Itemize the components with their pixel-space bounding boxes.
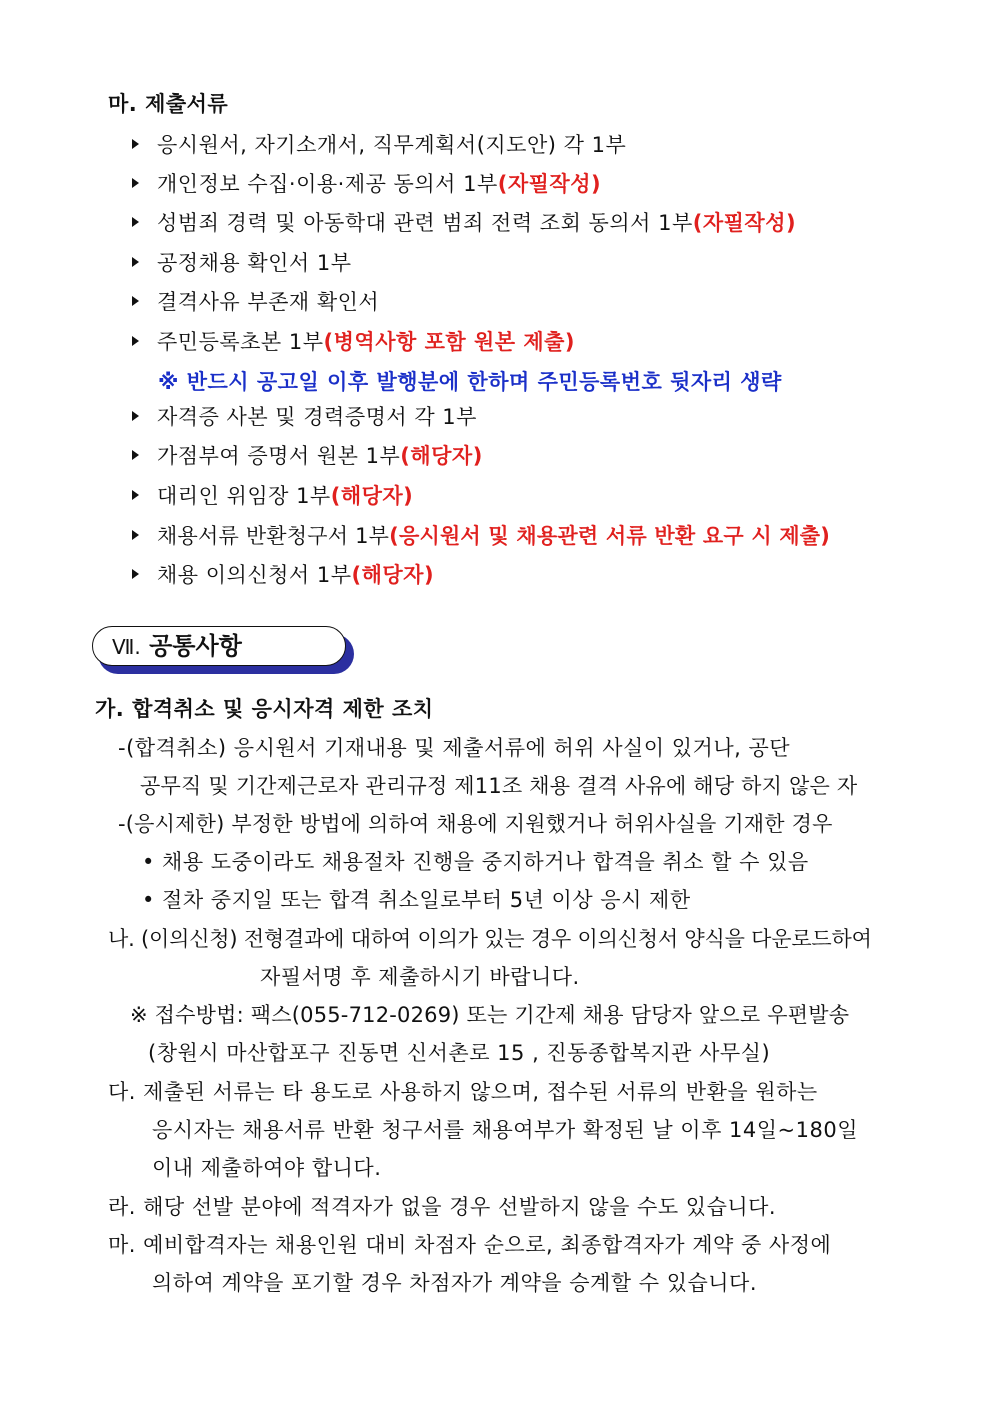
- resident-note: ※ 반드시 공고일 이후 발행분에 한하며 주민등록번호 뒷자리 생략: [158, 370, 782, 394]
- triangle-bullet-icon: [132, 569, 139, 579]
- common-a-heading: 가. 합격취소 및 응시자격 제한 조치: [95, 697, 434, 721]
- common-a-line2: 공무직 및 기간제근로자 관리규정 제11조 채용 결격 사유에 해당 하지 않은 자: [140, 774, 858, 798]
- common-a-bullet2: • 절차 중지일 또는 합격 취소일로부터 5년 이상 응시 제한: [142, 888, 691, 912]
- triangle-bullet-icon: [132, 178, 139, 188]
- common-d-line1: 라. 해당 선발 분야에 적격자가 없을 경우 선발하지 않을 수도 있습니다.: [108, 1195, 777, 1219]
- common-a-bullet1: • 채용 도중이라도 채용절차 진행을 중지하거나 합격을 취소 할 수 있음: [142, 850, 809, 874]
- common-b-line1: 나. (이의신청) 전형결과에 대하여 이의가 있는 경우 이의신청서 양식을 다운로드하여: [108, 927, 872, 951]
- triangle-bullet-icon: [132, 296, 139, 306]
- common-c-line2: 응시자는 채용서류 반환 청구서를 채용여부가 확정된 날 이후 14일~180일: [152, 1118, 859, 1142]
- list-item: 주민등록초본 1부(병역사항 포함 원본 제출): [132, 328, 575, 356]
- triangle-bullet-icon: [132, 450, 139, 460]
- list-item: 가점부여 증명서 원본 1부(해당자): [132, 442, 483, 470]
- list-item: 채용 이의신청서 1부(해당자): [132, 561, 434, 589]
- common-c-line3: 이내 제출하여야 합니다.: [152, 1156, 382, 1180]
- section-title: Ⅶ. 공통사항: [112, 632, 242, 660]
- common-a-line1: -(합격취소) 응시원서 기재내용 및 제출서류에 허위 사실이 있거나, 공단: [118, 736, 791, 760]
- list-item: 개인정보 수집·이용·제공 동의서 1부(자필작성): [132, 170, 601, 198]
- list-item: 성범죄 경력 및 아동학대 관련 범죄 전력 조회 동의서 1부(자필작성): [132, 209, 796, 237]
- triangle-bullet-icon: [132, 336, 139, 346]
- list-item: 결격사유 부존재 확인서: [132, 288, 379, 316]
- list-item: 공정채용 확인서 1부: [132, 249, 352, 277]
- section-header-box: [92, 626, 354, 676]
- list-item: 자격증 사본 및 경력증명서 각 1부: [132, 403, 477, 431]
- triangle-bullet-icon: [132, 490, 139, 500]
- triangle-bullet-icon: [132, 139, 139, 149]
- common-b-note2: (창원시 마산합포구 진동면 신서촌로 15 , 진동종합복지관 사무실): [148, 1041, 771, 1065]
- submission-heading: 마. 제출서류: [108, 92, 229, 116]
- common-c-line1: 다. 제출된 서류는 타 용도로 사용하지 않으며, 접수된 서류의 반환을 원하는: [108, 1080, 818, 1104]
- triangle-bullet-icon: [132, 530, 139, 540]
- list-item: 응시원서, 자기소개서, 직무계획서(지도안) 각 1부: [132, 131, 626, 159]
- triangle-bullet-icon: [132, 217, 139, 227]
- list-item: 채용서류 반환청구서 1부(응시원서 및 채용관련 서류 반환 요구 시 제출): [132, 522, 830, 550]
- common-a-line3: -(응시제한) 부정한 방법에 의하여 채용에 지원했거나 허위사실을 기재한 경우: [118, 812, 833, 836]
- common-e-line2: 의하여 계약을 포기할 경우 차점자가 계약을 승계할 수 있습니다.: [152, 1271, 758, 1295]
- triangle-bullet-icon: [132, 411, 139, 421]
- common-e-line1: 마. 예비합격자는 채용인원 대비 차점자 순으로, 최종합격자가 계약 중 사정에: [108, 1233, 832, 1257]
- list-item: 대리인 위임장 1부(해당자): [132, 482, 413, 510]
- common-b-line2: 자필서명 후 제출하시기 바랍니다.: [260, 965, 580, 989]
- triangle-bullet-icon: [132, 257, 139, 267]
- common-b-note1: ※ 접수방법: 팩스(055-712-0269) 또는 기간제 채용 담당자 앞으로 우편발송: [130, 1003, 850, 1027]
